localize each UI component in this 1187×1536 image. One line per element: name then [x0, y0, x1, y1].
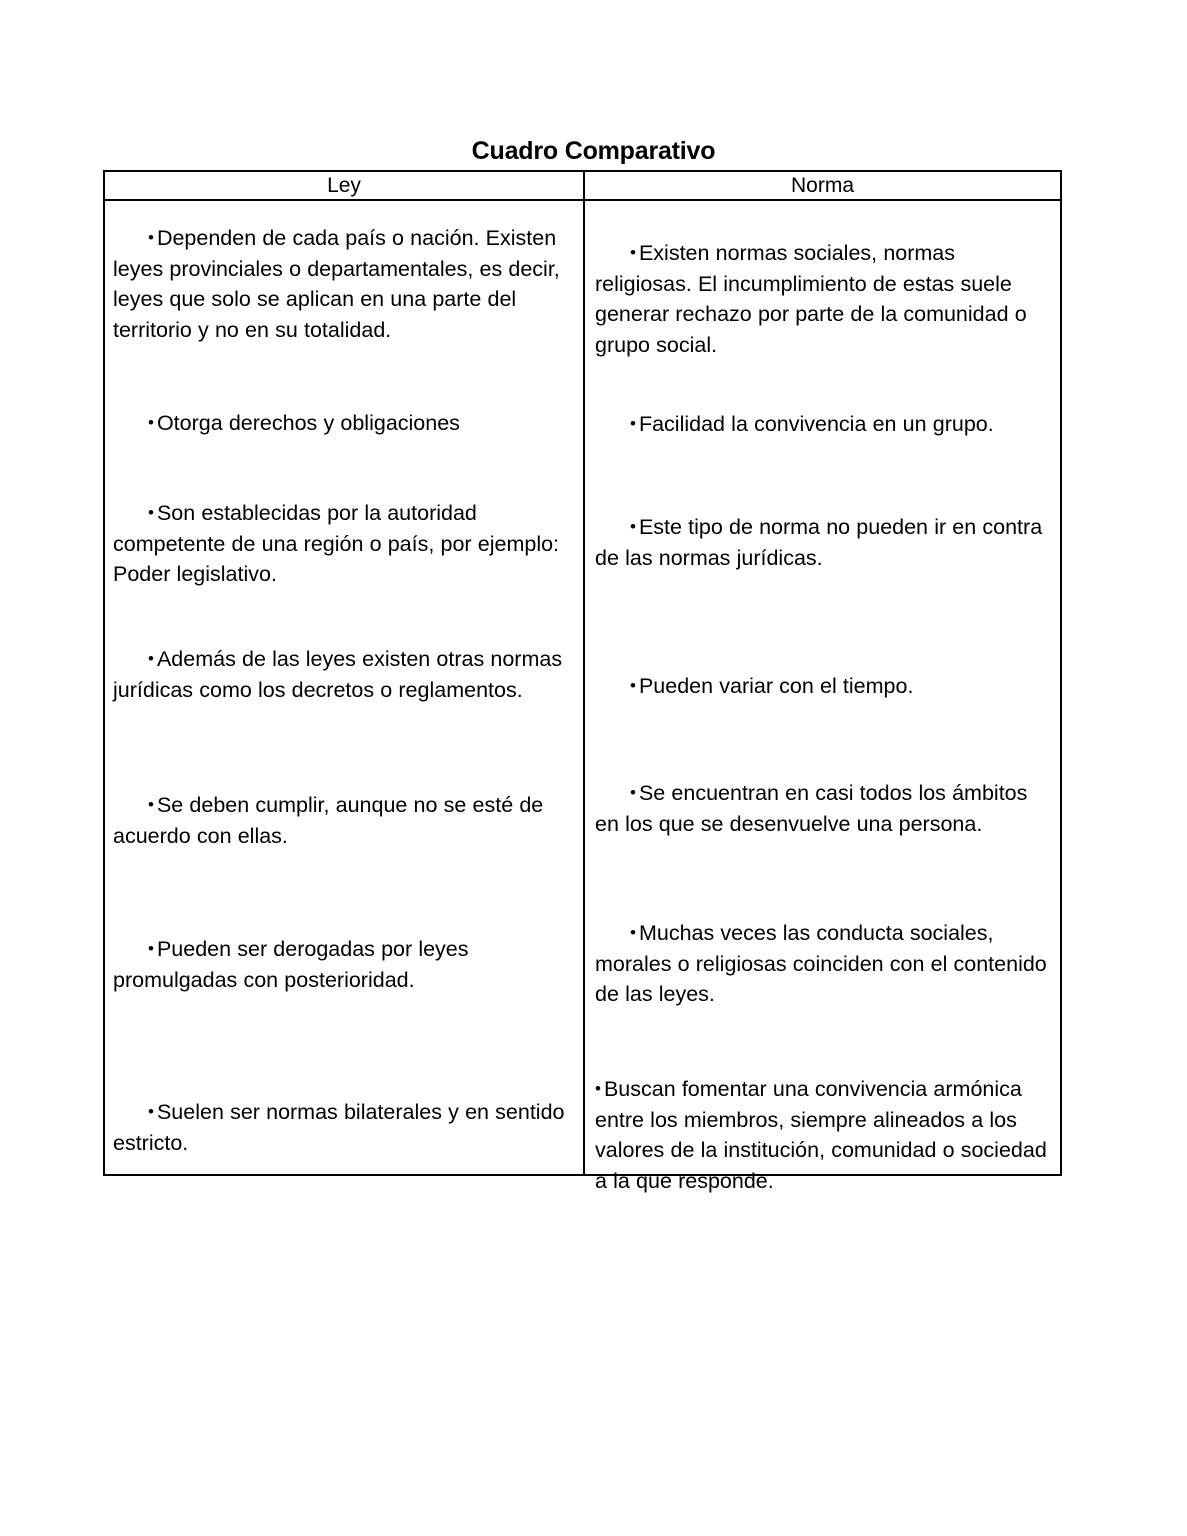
list-item: • Se encuentran en casi todos los ámbitos en los que se desenvuelve una persona. [595, 781, 1028, 836]
bullet-icon: • [148, 413, 154, 432]
table-cell-ley [105, 201, 583, 1174]
list-item: • Se deben cumplir, aunque no se esté de acuerdo con ellas. [113, 793, 544, 848]
bullet-icon: • [630, 243, 636, 262]
list-item: • Dependen de cada país o nación. Existen leyes provinciales o departamentales, es decir, leyes que solo se aplican en una parte del territorio y no en su totalidad. [113, 226, 560, 342]
bullet-icon: • [630, 676, 636, 695]
bullet-icon: • [595, 1079, 601, 1098]
bullet-icon: • [630, 783, 636, 802]
list-item: • Muchas veces las conducta sociales, morales o religiosas coinciden con el contenido de las leyes. [595, 921, 1047, 1006]
comparison-table [103, 170, 1062, 1193]
bullet-icon: • [630, 923, 636, 942]
bullet-icon: • [148, 228, 154, 247]
list-item: • Suelen ser normas bilaterales y en sentido estricto. [113, 1100, 565, 1155]
table-cell-norma [585, 201, 1060, 1193]
list-item: • Otorga derechos y obligaciones [148, 411, 460, 435]
bullet-icon: • [630, 517, 636, 536]
list-item: • Son establecidas por la autoridad competente de una región o país, por ejemplo: Poder legislativo. [113, 501, 560, 586]
column-header-ley: Ley [327, 174, 361, 197]
list-item: • Buscan fomentar una convivencia armónica entre los miembros, siempre alineados a los valores de la institución, comunidad o sociedad a la que responde. [595, 1077, 1047, 1193]
bullet-icon: • [630, 414, 636, 433]
list-item: • Además de las leyes existen otras normas jurídicas como los decretos o reglamentos. [113, 647, 563, 702]
list-item: • Facilidad la convivencia en un grupo. [630, 412, 994, 436]
table-body [105, 201, 1060, 1193]
bullet-icon: • [148, 503, 154, 522]
bullet-icon: • [148, 939, 154, 958]
bullet-icon: • [148, 795, 154, 814]
list-item: • Existen normas sociales, normas religiosas. El incumplimiento de estas suele generar rechazo por parte de la comunidad o grupo social. [595, 241, 1027, 357]
page-title: Cuadro Comparativo [471, 137, 716, 165]
list-item: • Pueden variar con el tiempo. [630, 674, 914, 698]
bullet-icon: • [148, 649, 154, 668]
list-item: • Este tipo de norma no pueden ir en contra de las normas jurídicas. [595, 515, 1043, 570]
column-header-norma: Norma [790, 174, 854, 197]
bullet-icon: • [148, 1102, 154, 1121]
list-item: • Pueden ser derogadas por leyes promulgadas con posterioridad. [113, 937, 469, 992]
